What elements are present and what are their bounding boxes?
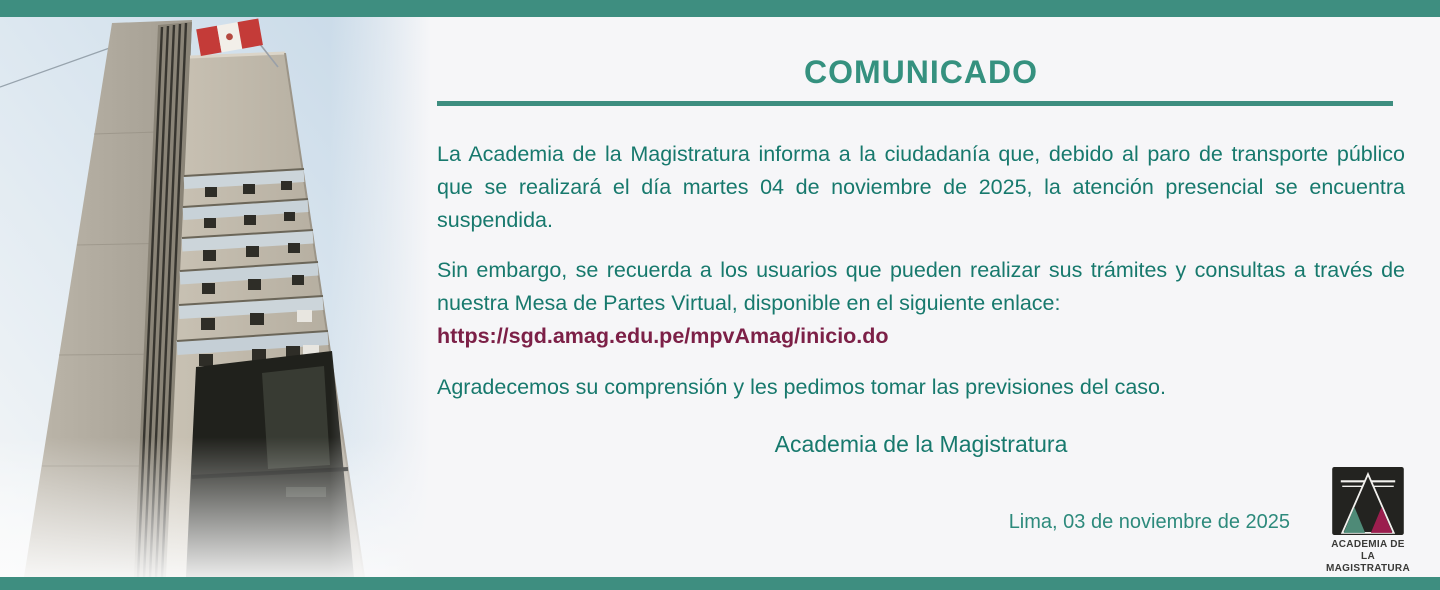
bottom-accent-bar xyxy=(0,577,1440,590)
mesa-de-partes-link[interactable]: https://sgd.amag.edu.pe/mpvAmag/inicio.do xyxy=(437,324,889,348)
page-title: COMUNICADO xyxy=(804,54,1038,90)
announcement-paragraph-2: Sin embargo, se recuerda a los usuarios que pueden realizar sus trámites y consultas a través de nuestra Mesa de Partes Virtual, disponible en el siguiente enlace: xyxy=(437,258,1405,315)
amag-logo xyxy=(1320,467,1416,575)
announcement-paragraph-3: Agradecemos su comprensión y les pedimos tomar las previsiones del caso. xyxy=(437,375,1166,399)
title-divider xyxy=(437,101,1393,106)
building-photo xyxy=(0,17,432,577)
amag-logo-icon xyxy=(1332,467,1404,535)
announcement-panel xyxy=(437,17,1405,577)
amag-logo-text-line2: LA MAGISTRATURA xyxy=(1326,551,1410,574)
announcement-link-line xyxy=(437,320,1405,353)
amag-logo-text xyxy=(1320,539,1416,575)
amag-logo-text-line1: ACADEMIA DE xyxy=(1331,539,1405,550)
signature: Academia de la Magistratura xyxy=(774,431,1068,457)
building-illustration xyxy=(0,17,432,577)
announcement-paragraph-1: La Academia de la Magistratura informa a la ciudadanía que, debido al paro de transporte público que se realizará el día martes 04 de noviembre de 2025, la atención presencial se encuentra suspendida. xyxy=(437,142,1405,232)
top-accent-bar xyxy=(0,0,1440,17)
dateline: Lima, 03 de noviembre de 2025 xyxy=(1008,511,1290,533)
